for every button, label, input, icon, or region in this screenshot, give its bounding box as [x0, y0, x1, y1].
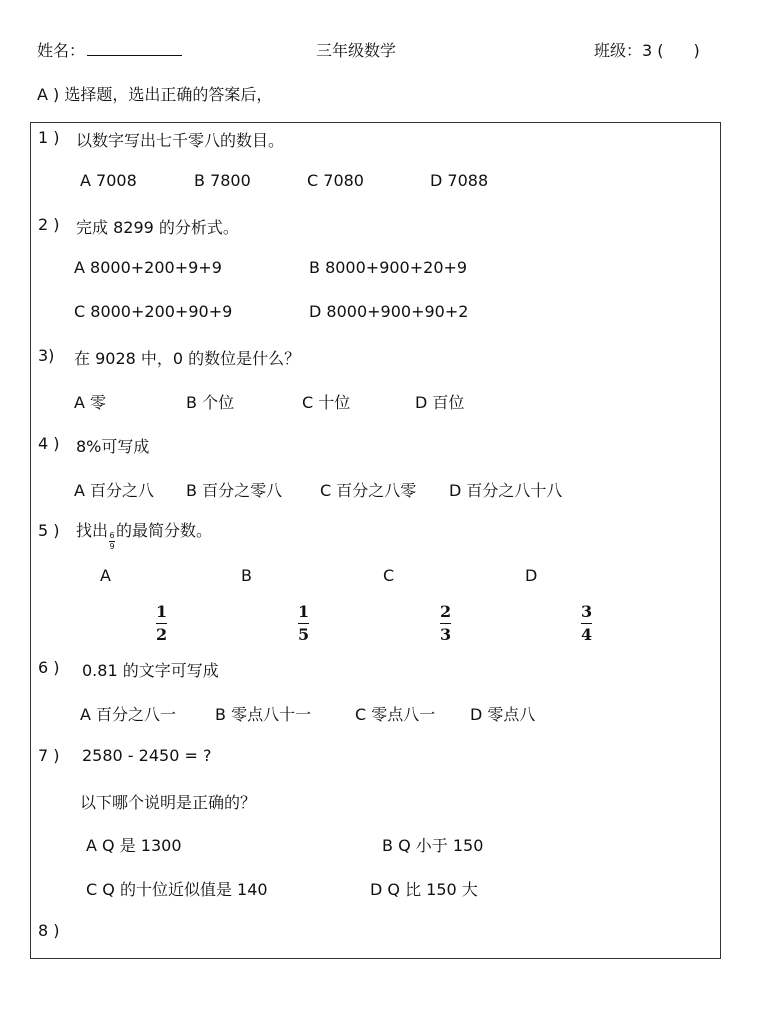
question-8-number: 8 ) — [38, 921, 60, 940]
q4-option-b[interactable]: B 百分之零八 — [186, 481, 283, 500]
question-7-text: 2580 - 2450 = ? — [82, 746, 212, 765]
question-5-text — [76, 518, 212, 551]
q5-option-b-letter[interactable]: B — [241, 566, 252, 585]
question-7-subtext: 以下哪个说明是正确的？ — [80, 793, 257, 812]
q2-option-b[interactable]: B 8000+900+20+9 — [309, 258, 468, 277]
question-6-number: 6 ) — [38, 658, 60, 677]
q6-option-a[interactable]: A 百分之八一 — [80, 705, 177, 724]
q5-option-d-letter[interactable]: D — [525, 566, 538, 585]
question-7-number: 7 ) — [38, 746, 60, 765]
q5-text-before: 找出 — [76, 521, 109, 540]
question-2-text: 完成 8299 的分析式。 — [76, 218, 239, 237]
question-3-text: 在 9028 中，0 的数位是什么？ — [74, 349, 301, 368]
q6-option-d[interactable]: D 零点八 — [470, 705, 536, 724]
q2-option-a[interactable]: A 8000+200+9+9 — [74, 258, 222, 277]
q7-option-c[interactable]: C Q 的十位近似值是 140 — [86, 880, 268, 899]
worksheet-title: 三年级数学 — [316, 41, 397, 60]
question-6-text: 0.81 的文字可写成 — [82, 661, 219, 680]
q4-option-a[interactable]: A 百分之八 — [74, 481, 155, 500]
q5-fraction: $\frac{6}{9}$ — [109, 531, 115, 551]
question-4-number: 4 ) — [38, 434, 60, 453]
q7-option-b[interactable]: B Q 小于 150 — [382, 836, 484, 855]
section-a-heading: A ) 选择题，选出正确的答案后， — [37, 85, 273, 104]
name-label: 姓名： — [37, 41, 86, 60]
question-4-text: 8%可写成 — [76, 437, 150, 456]
q3-option-a[interactable]: A 零 — [74, 393, 107, 412]
q5-option-c-letter[interactable]: C — [383, 566, 395, 585]
class-field — [594, 38, 700, 61]
q7-option-d[interactable]: D Q 比 150 大 — [370, 880, 478, 899]
name-field — [37, 38, 182, 61]
q1-option-d[interactable]: D 7088 — [430, 171, 489, 190]
name-blank[interactable] — [87, 41, 182, 56]
q3-option-c[interactable]: C 十位 — [302, 393, 351, 412]
q3-option-d[interactable]: D 百位 — [415, 393, 465, 412]
q5-option-a-letter[interactable]: A — [100, 566, 111, 585]
q5-option-a-fraction[interactable]: $\frac{1}{2}$ — [156, 602, 168, 644]
q2-option-c[interactable]: C 8000+200+90+9 — [74, 302, 233, 321]
class-label: 班级：3 ( — [594, 41, 664, 60]
q4-option-d[interactable]: D 百分之八十八 — [449, 481, 563, 500]
q5-option-c-fraction[interactable]: $\frac{2}{3}$ — [440, 602, 452, 644]
q3-option-b[interactable]: B 个位 — [186, 393, 235, 412]
q1-option-b[interactable]: B 7800 — [194, 171, 251, 190]
q6-option-b[interactable]: B 零点八十一 — [215, 705, 312, 724]
q2-option-d[interactable]: D 8000+900+90+2 — [309, 302, 469, 321]
q6-option-c[interactable]: C 零点八一 — [355, 705, 436, 724]
question-2-number: 2 ) — [38, 215, 60, 234]
q5-text-after: 的最简分数。 — [116, 521, 213, 540]
question-3-number: 3) — [38, 346, 55, 365]
question-5-number: 5 ) — [38, 521, 60, 540]
q5-option-b-fraction[interactable]: $\frac{1}{5}$ — [298, 602, 310, 644]
q4-option-c[interactable]: C 百分之八零 — [320, 481, 417, 500]
question-1-text: 以数字写出七千零八的数目。 — [76, 131, 285, 150]
q5-option-d-fraction[interactable]: $\frac{3}{4}$ — [581, 602, 593, 644]
q7-option-a[interactable]: A Q 是 1300 — [86, 836, 182, 855]
q1-option-a[interactable]: A 7008 — [80, 171, 137, 190]
question-1-number: 1 ) — [38, 128, 60, 147]
class-close: ) — [693, 41, 700, 60]
q1-option-c[interactable]: C 7080 — [307, 171, 364, 190]
